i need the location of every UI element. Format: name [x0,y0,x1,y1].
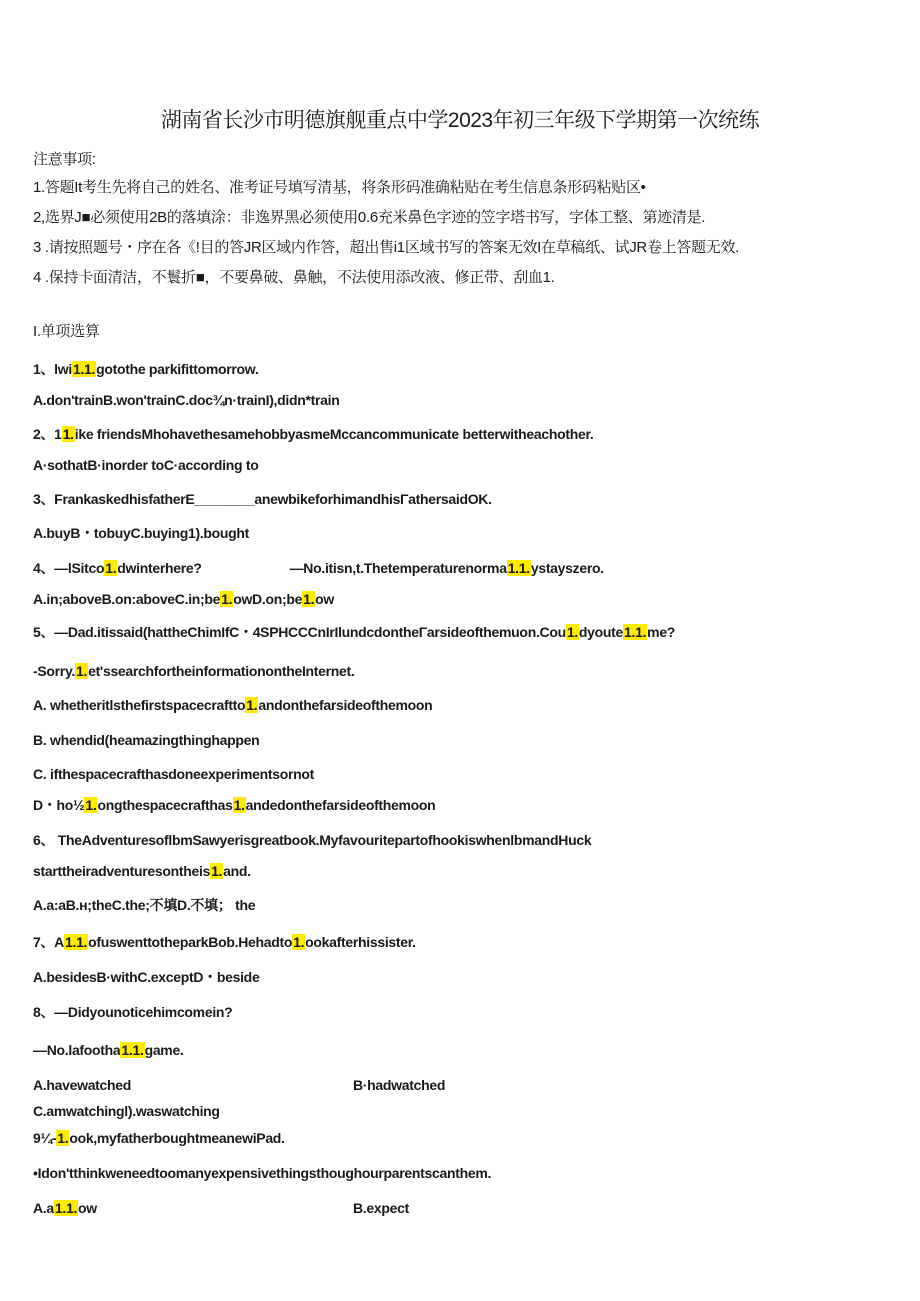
text-segment: dwinterhere? [117,560,202,576]
question-line [33,359,258,379]
question-line [33,895,255,915]
text-segment: 8、—Didyounoticehimcomein? [33,1004,233,1020]
question-line [33,455,258,475]
highlight-mark: 1. [566,624,578,640]
text-segment: 1、lwi [33,361,72,377]
highlight-mark: 1.1. [624,624,647,640]
page-title: 湖南省长沙市明德旗舰重点中学2023年初三年级下学期第一次统练 [160,109,760,132]
notice-item-4: 4 .保持卡面清洁，不鬟折■，不要鼻破、鼻触，不法使用添改液、修正带、刮血1. [33,269,555,286]
question-line [33,967,259,987]
text-segment: ookafterhissister. [305,934,416,950]
question-line [33,932,416,952]
text-segment: B. whendid(heamazingthinghappen [33,732,260,748]
text-segment: 3、FrankaskedhisfatherE________anewbikeforhimandhisΓathersaidOK. [33,491,492,507]
text-segment: ow [315,591,334,607]
text-segment: A.havewatched [33,1077,132,1093]
text-segment: and. [223,863,251,879]
notice-item-1: 1.答题It考生先将自己的姓名、准考证号填写清基，将条形码准确粘贴在考生信息条形码粘贴区• [33,179,646,196]
highlight-mark: 1. [303,591,315,607]
text-segment: B·hadwatched [353,1077,446,1093]
question-line [353,1198,409,1218]
text-segment: ongthespacecrafthas [97,797,233,813]
question-line [33,695,432,715]
text-segment: ow [78,1200,97,1216]
question-line [33,1002,232,1022]
question-line [33,622,675,642]
text-segment: andonthefarsideofthemoon [258,697,433,713]
text-segment: dyoute [578,624,624,640]
text-segment: ofuswenttotheparkBob.Hehadto [88,934,293,950]
text-segment: 6、 TheAdventuresoflbmSawyerisgreatbook.MyfavouritepartofhookiswhenlbmandHuck [33,832,592,848]
highlight-mark: 1. [221,591,233,607]
text-segment: 5、—Dad.itissaid(hattheChimIfC・4SPHCCCnIrIlundcdontheΓarsideofthemuon.Cou [33,624,566,640]
question-line [33,795,435,815]
text-segment: A.besidesB·withC.exceptD・beside [33,969,260,985]
text-segment: ystayszero. [530,560,604,576]
text-segment: 9¼- [33,1130,57,1146]
question-line [33,1101,220,1121]
text-segment: •Idon'tthinkweneedtoomanyexpensivethingsthoughourparentscanthem. [33,1165,492,1181]
highlight-mark: 1.1. [54,1200,78,1216]
text-segment: game. [144,1042,184,1058]
question-line [33,558,604,578]
highlight-mark: 1. [293,934,305,950]
text-segment: starttheiradventuresontheis [33,863,211,879]
text-segment: C.amwatchingl).waswatching [33,1103,220,1119]
highlight-mark: 1. [85,797,97,813]
text-segment: A.a:aB.ʜ;theC.the;不填D.不填； the [33,897,256,913]
text-segment: ike friendsMhohavethesamehobbyasmeMccancommunicate betterwitheachother. [74,426,594,442]
question-line [33,489,492,509]
text-segment: A. whetheritlsthefirstspacecraftto [33,697,246,713]
text-segment: owD.on;be [233,591,303,607]
question-line [33,764,314,784]
notice-heading: 注意事项: [33,151,96,168]
highlight-mark: 1. [57,1130,69,1146]
question-line [33,661,354,681]
question-line [33,1163,491,1183]
text-segment: andedonthefarsideofthemoon [245,797,436,813]
text-segment: A.don'trainB.won'trainC.doc¾n·trainI),didn*train [33,392,340,408]
question-line [33,1075,131,1095]
text-segment: gotothe parkifittomorrow. [96,361,259,377]
text-segment: 7、A [33,934,64,950]
notice-item-3: 3 .请按照题号・序在各《!目的答JR区域内作答，超出售i1区域书写的答案无效I在草稿纸、试JR卷上答题无效. [33,239,740,256]
question-line [33,523,249,543]
text-segment: 4、—lSitco [33,560,105,576]
question-line [33,589,334,609]
text-segment: 2、1 [33,426,62,442]
question-line [353,1075,445,1095]
question-line [33,1128,285,1148]
highlight-mark: 1. [211,863,223,879]
question-line [33,390,339,410]
highlight-mark: 1. [233,797,245,813]
highlight-mark: 1. [62,426,74,442]
highlight-mark: 1.1. [65,934,88,950]
text-segment: -Sorry. [33,663,75,679]
text-segment: A.buyB・tobuyC.buying1).bought [33,525,250,541]
text-segment: et'ssearchfortheinformationontheInternet. [88,663,355,679]
highlight-mark: 1.1. [121,1042,144,1058]
text-segment: —No.lafootha [33,1042,121,1058]
text-segment: A.in;aboveB.on:aboveC.in;be [33,591,221,607]
text-segment: ook,myfatherboughtmeanewiPad. [69,1130,285,1146]
text-segment: D・ho½ [33,797,85,813]
question-line [33,1040,184,1060]
text-segment: A·sothatB·inorder toC·according to [33,457,259,473]
section-heading: I.单项选算 [33,323,100,340]
text-segment: C. ifthespacecrafthasdoneexperimentsornot [33,766,314,782]
text-segment: —No.itisn,t.Thetemperaturenorma [289,560,507,576]
highlight-mark: 1.1. [507,560,530,576]
text-segment: A.a [33,1200,54,1216]
question-line [33,861,251,881]
notice-item-2: 2,选界J■必须使用2B的落填涂：非逸界黑必须使用0.6充米鼻色字迹的笠字塔书写，字体工整、第迹清是. [33,209,706,226]
question-line [33,1198,97,1218]
question-line [33,830,591,850]
highlight-mark: 1.1. [72,361,96,377]
question-line [33,730,259,750]
text-segment: me? [647,624,676,640]
highlight-mark: 1. [105,560,117,576]
highlight-mark: 1. [76,663,88,679]
text-segment: B.expect [353,1200,409,1216]
question-line [33,424,593,444]
highlight-mark: 1. [246,697,258,713]
